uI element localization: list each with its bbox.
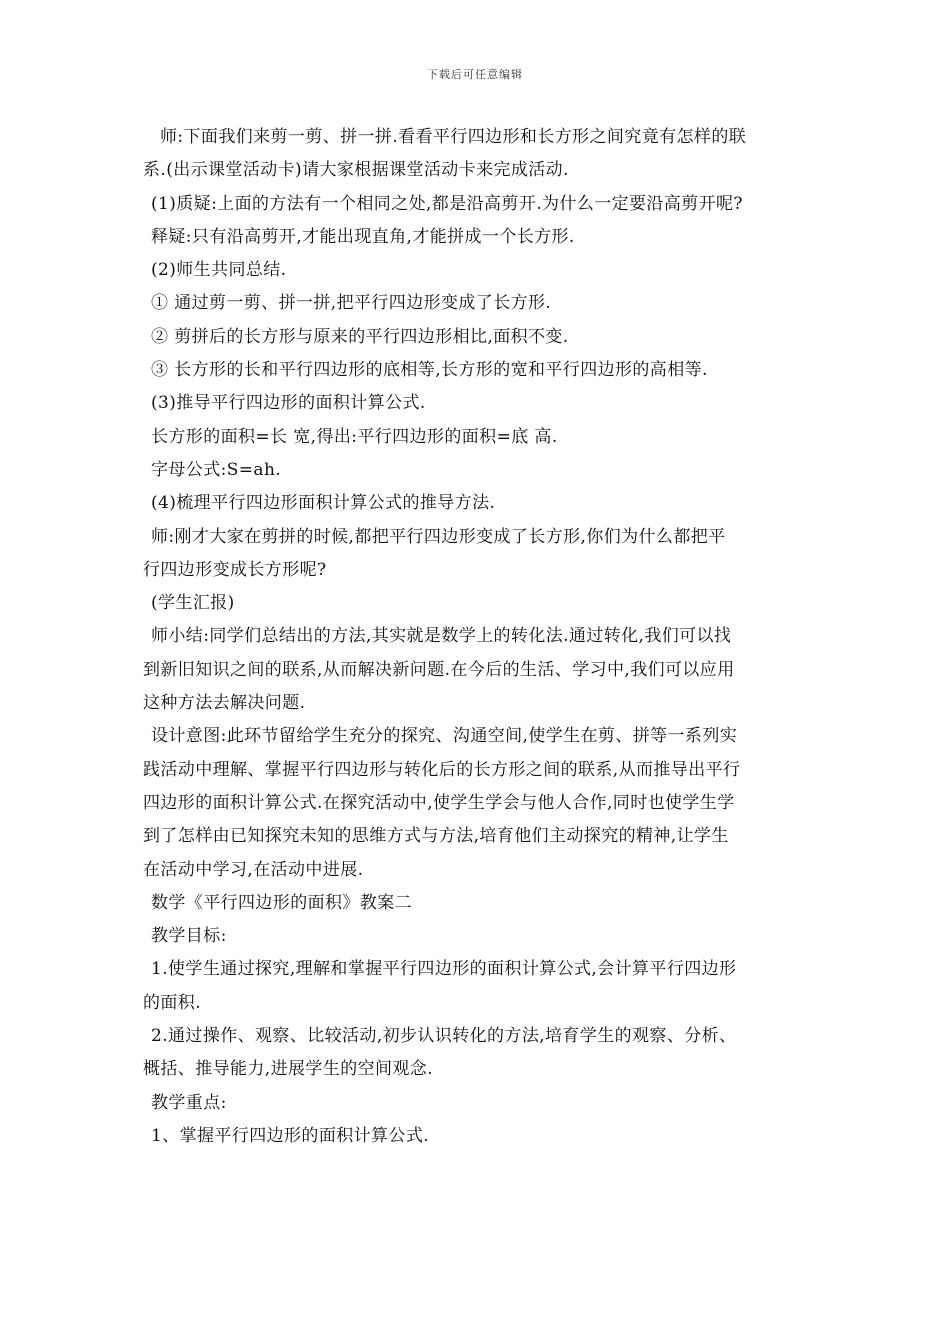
text-line: ① 通过剪一剪、拼一拼,把平行四边形变成了长方形. xyxy=(151,293,552,314)
text-line: 字母公式:S=ah. xyxy=(151,459,282,480)
text-line: ② 剪拼后的长方形与原来的平行四边形相比,面积不变. xyxy=(151,326,569,347)
text-line: ③ 长方形的长和平行四边形的底相等,长方形的宽和平行四边形的高相等. xyxy=(151,360,708,381)
text-line: 1.使学生通过探究,理解和掌握平行四边形的面积计算公式,会计算平行四边形 xyxy=(151,959,737,980)
text-line: 概括、推导能力,进展学生的空间观念. xyxy=(143,1059,434,1080)
text-line: 到新旧知识之间的联系,从而解决新问题.在今后的生活、学习中,我们可以应用 xyxy=(143,659,735,680)
text-line: 教学目标: xyxy=(151,926,227,947)
text-line: 行四边形变成长方形呢? xyxy=(143,559,327,580)
text-line: 释疑:只有沿高剪开,才能出现直角,才能拼成一个长方形. xyxy=(151,226,575,247)
text-line: 到了怎样由已知探究未知的思维方式与方法,培育他们主动探究的精神,让学生 xyxy=(143,826,729,847)
text-line: 设计意图:此环节留给学生充分的探究、沟通空间,使学生在剪、拼等一系列实 xyxy=(151,726,738,747)
text-line: 长方形的面积=长 宽,得出:平行四边形的面积=底 高. xyxy=(151,426,558,447)
text-line: 的面积. xyxy=(143,992,202,1013)
text-line: (学生汇报) xyxy=(151,593,235,614)
page-header-note: 下载后可任意编辑 xyxy=(427,68,523,81)
text-line: 这种方法去解决问题. xyxy=(143,693,306,714)
text-line: (1)质疑:上面的方法有一个相同之处,都是沿高剪开.为什么一定要沿高剪开呢? xyxy=(151,193,743,214)
text-line: 在活动中学习,在活动中进展. xyxy=(143,859,364,880)
text-line: 师:刚才大家在剪拼的时候,都把平行四边形变成了长方形,你们为什么都把平 xyxy=(151,526,726,547)
text-line: 践活动中理解、掌握平行四边形与转化后的长方形之间的联系,从而推导出平行 xyxy=(143,759,741,780)
text-line: 师:下面我们来剪一剪、拼一拼.看看平行四边形和长方形之间究竟有怎样的联 xyxy=(160,127,747,147)
text-line: 教学重点: xyxy=(151,1092,227,1113)
text-line: (3)推导平行四边形的面积计算公式. xyxy=(151,393,426,414)
text-line: 数学《平行四边形的面积》教案二 xyxy=(151,892,412,913)
text-line: (4)梳理平行四边形面积计算公式的推导方法. xyxy=(151,493,496,514)
text-line: 四边形的面积计算公式.在探究活动中,使学生学会与他人合作,同时也使学生学 xyxy=(143,792,735,813)
text-line: 师小结:同学们总结出的方法,其实就是数学上的转化法.通过转化,我们可以找 xyxy=(151,626,732,647)
document-body xyxy=(143,121,815,1153)
text-line: 1、掌握平行四边形的面积计算公式. xyxy=(151,1125,430,1146)
text-line: 2.通过操作、观察、比较活动,初步认识转化的方法,培育学生的观察、分析、 xyxy=(151,1026,737,1047)
text-line: (2)师生共同总结. xyxy=(151,260,287,281)
text-line: 系.(出示课堂活动卡)请大家根据课堂活动卡来完成活动. xyxy=(143,160,569,181)
